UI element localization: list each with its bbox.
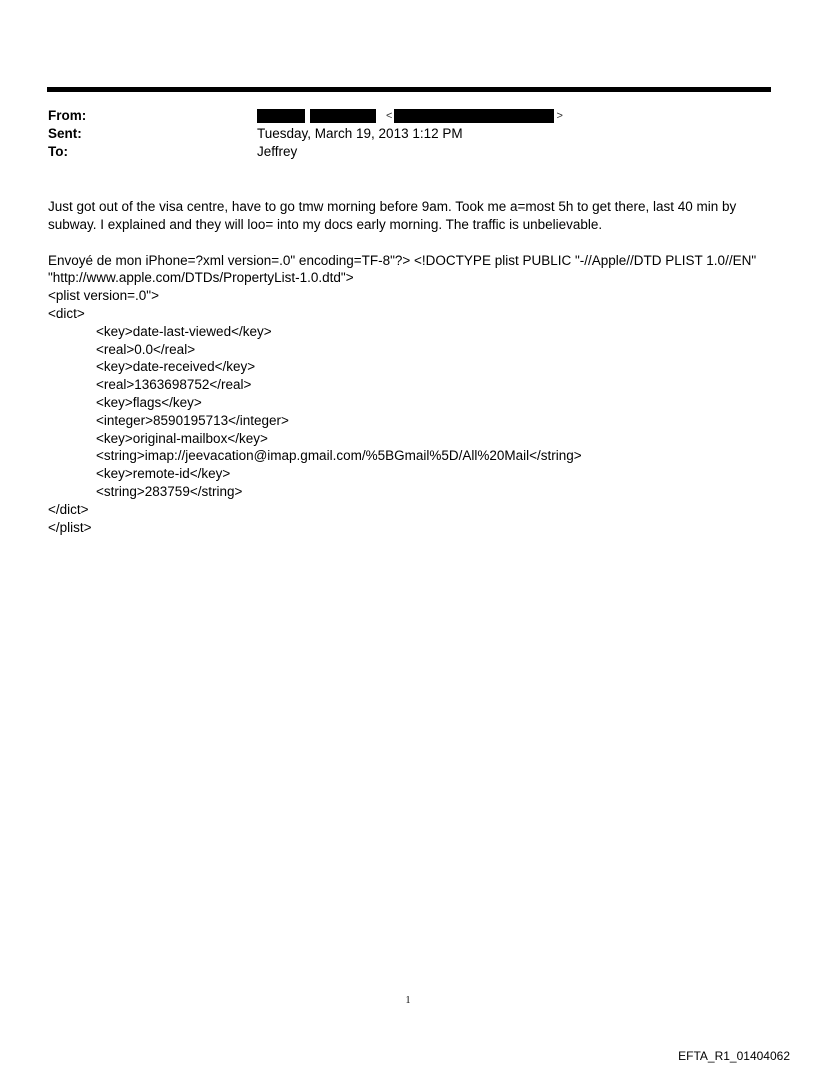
top-divider: [47, 87, 771, 92]
dict-entry: <key>remote-id</key>: [96, 466, 231, 482]
to-label: To:: [48, 144, 68, 159]
dict-entry: <real>0.0</real>: [96, 341, 196, 357]
plist-block: [48, 252, 768, 537]
sent-value: Tuesday, March 19, 2013 1:12 PM: [257, 126, 463, 141]
plist-open-line: <plist version=.0">: [48, 288, 159, 304]
from-row: [48, 107, 768, 125]
angle-bracket-close: >: [556, 110, 563, 122]
dict-entry: <string>imap://jeevacation@imap.gmail.com/%5BGmail%5D/All%20Mail</string>: [96, 448, 582, 464]
to-value: Jeffrey: [257, 144, 298, 159]
dict-entry: <key>date-received</key>: [96, 359, 256, 375]
to-row: [48, 143, 768, 161]
dict-open-line: <dict>: [48, 305, 85, 321]
redaction-box: [310, 109, 376, 123]
email-body: [48, 198, 768, 536]
sent-row: [48, 125, 768, 143]
message-paragraph: Just got out of the visa centre, have to go tmw morning before 9am. Took me a=most 5h to get there, last 40 min by subway. I explained and they will loo= into my docs early morning. The traffic is unbelievable.: [48, 199, 737, 232]
sent-label: Sent:: [48, 126, 82, 141]
email-header: [48, 107, 768, 161]
redaction-box: [394, 109, 554, 123]
from-label: From:: [48, 108, 87, 123]
dict-entry: <key>date-last-viewed</key>: [96, 323, 272, 339]
plist-close-line: </plist>: [48, 519, 92, 535]
document-id: EFTA_R1_01404062: [678, 1049, 790, 1063]
angle-bracket-open: <: [386, 110, 393, 122]
dict-entry: <string>283759</string>: [96, 483, 243, 499]
signature-line: Envoyé de mon iPhone=?xml version=.0" encoding=TF-8"?> <!DOCTYPE plist PUBLIC "-//Apple//DTD PLIST 1.0//EN": [48, 252, 757, 268]
dict-entry: <real>1363698752</real>: [96, 377, 252, 393]
dict-entry: <key>original-mailbox</key>: [96, 430, 268, 446]
dict-entry: <key>flags</key>: [96, 394, 202, 410]
dtd-url-line: "http://www.apple.com/DTDs/PropertyList-1.0.dtd">: [48, 270, 354, 286]
redaction-box: [257, 109, 305, 123]
dict-entry: <integer>8590195713</integer>: [96, 412, 289, 428]
from-value: [257, 107, 565, 125]
page-number: 1: [405, 995, 411, 1006]
dict-close-line: </dict>: [48, 501, 89, 517]
